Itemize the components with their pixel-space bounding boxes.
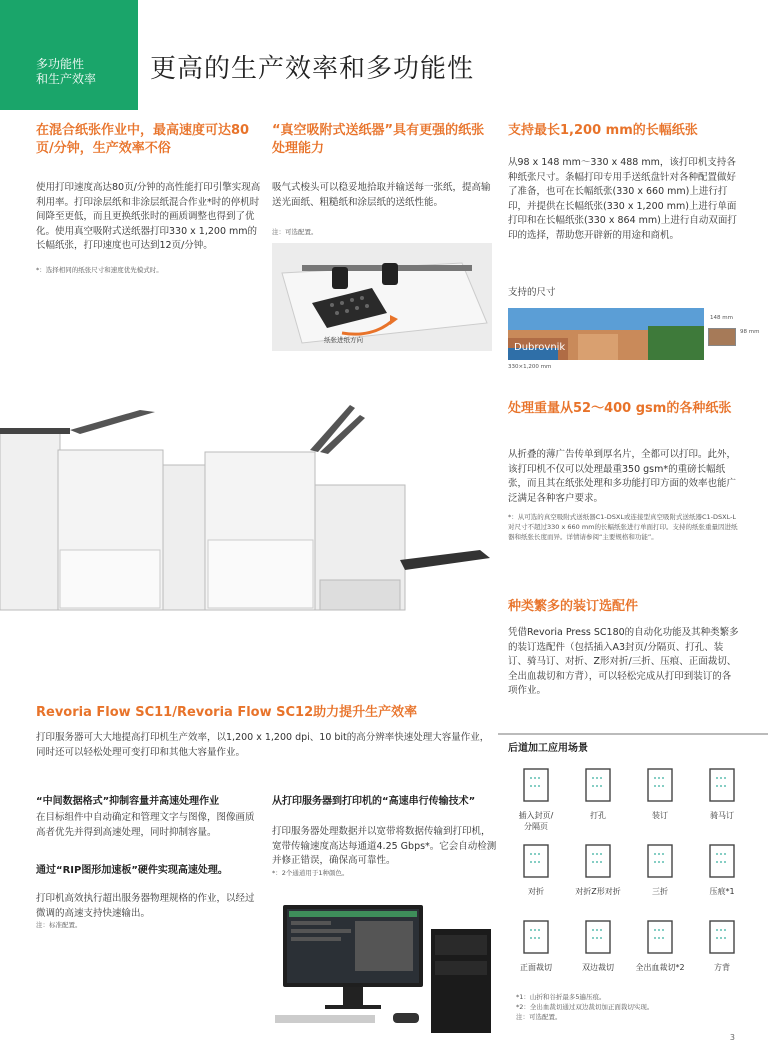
apps-item <box>570 766 626 821</box>
apps-item <box>508 842 564 897</box>
apps-item-label: 对折 <box>528 887 544 896</box>
col3-body: 从98 x 148 mm～330 x 488 mm，该打印机支持各种纸张尺寸。条幅打印专用手送纸盘针对各种配置做好了准备，也可在长幅纸张(330 x 660 mm)上进行打印，并提供在长幅纸张(330 x 1,200 mm)上进行单面打印和在长幅纸张(330 x 864 mm)上进行自动双面打印的选择，帮助您开辟新的用途和商机。 <box>508 157 737 241</box>
finishing-body: 凭借Revoria Press SC180的自动化功能及其种类繁多的装订选配件（包括插入A3封页/分隔页、打孔、装订、骑马订、对折、Z形对折/三折、压痕、正面裁切、全出血裁切和方背），可以轻松完成从打印到装订的各项作业。 <box>508 627 739 696</box>
sizes-label: 支持的尺寸 <box>508 287 556 298</box>
apps-item-label: 全出血裁切*2 <box>635 963 685 972</box>
col2-heading: “真空吸附式送纸器”具有更强的纸张处理能力 <box>272 123 485 156</box>
banner-sample-image <box>508 308 704 360</box>
insert-icon <box>518 766 554 806</box>
vacuum-feeder-image <box>272 243 492 351</box>
col1-body: 使用打印速度高达80页/分钟的高性能打印引擎实现高利用率。打印涂层纸和非涂层纸混合作业*时的停机时间降至更低，而且更换纸张时的画质调整也得到了优化。使用真空吸附式送纸器打印330 x 1,200 mm的长幅纸张，打印速度也可达到12页/分钟。 <box>36 182 261 251</box>
apps-item <box>632 842 688 897</box>
flow-s1-body: 在目标组件中自动确定和管理文字与图像，图像画质高者优先并得到高速处理，同时抑制容量。 <box>36 812 255 838</box>
flow-s2-body: 打印机高效执行超出服务器物理规格的作业，以经过微调的高速支持快速输出。 <box>36 893 255 919</box>
two-side-trim-icon <box>580 918 616 958</box>
apps-item <box>694 766 750 821</box>
bi-fold-icon <box>518 842 554 882</box>
apps-item <box>508 918 564 973</box>
tri-fold-icon <box>642 842 678 882</box>
punch-icon <box>580 766 616 806</box>
apps-item-label: 压痕*1 <box>709 887 735 896</box>
col3-heading: 支持最长1,200 mm的长幅纸张 <box>508 123 698 138</box>
apps-item <box>632 918 688 973</box>
apps-item-label: 骑马订 <box>710 811 734 820</box>
apps-divider <box>498 733 768 735</box>
apps-item-label: 装订 <box>652 811 668 820</box>
flow-s3-body: 打印服务器处理数据并以宽带将数据传输到打印机，宽带传输速度高达每通道4.25 Gbps*。它会自动检测并修正错误，确保高可靠性。 <box>272 826 497 866</box>
apps-item <box>508 766 564 832</box>
print-server-image <box>275 895 495 1035</box>
section-tab-line1: 多功能性 <box>36 57 85 71</box>
banner-size-label: 330×1,200 mm <box>508 364 552 370</box>
flow-s3-note: *：2个通道用于1种颜色。 <box>272 869 349 877</box>
crease-icon <box>704 842 740 882</box>
section-tab-line2: 和生产效率 <box>36 72 97 86</box>
col2-body: 吸气式梭头可以稳妥地拾取并输送每一张纸，提高输送光面纸、粗糙纸和涂层纸的送纸性能。 <box>272 182 491 208</box>
saddle-stitch-icon <box>704 766 740 806</box>
page-title: 更高的生产效率和多功能性 <box>150 54 475 84</box>
flow-s2-heading: 通过“RIP图形加速板”硬件实现高速处理。 <box>36 865 228 876</box>
apps-item <box>694 918 750 973</box>
full-bleed-trim-icon <box>642 918 678 958</box>
apps-item-label: 正面裁切 <box>520 963 552 972</box>
apps-item-label: 打孔 <box>590 811 606 820</box>
flow-s2-note: 注：标准配置。 <box>36 921 82 929</box>
weight-body: 从折叠的薄广告传单到厚名片，全都可以打印。此外，该打印机不仅可以处理最重350 gsm*的重磅长幅纸张，而且其在纸张处理和多功能打印方面的效率也能广泛满足各种客户要求。 <box>508 449 737 504</box>
col1-heading: 在混合纸张作业中，最高速度可达80页/分钟，生产效率不俗 <box>36 123 250 156</box>
section-tab <box>0 0 138 110</box>
postcard-height-label: 98 mm <box>740 329 760 335</box>
face-trim-icon <box>518 918 554 958</box>
flow-heading: Revoria Flow SC11/Revoria Flow SC12助力提升生产效率 <box>36 705 418 720</box>
postcard-sample-image <box>708 328 736 346</box>
flow-body: 打印服务器可大大地提高打印机生产效率，以1,200 x 1,200 dpi、10 bit的高分辨率快速处理大容量作业，同时还可以轻松处理可变打印和其他大容量作业。 <box>36 732 490 758</box>
finishing-heading: 种类繁多的装订选配件 <box>508 599 639 614</box>
apps-item-label: 方背 <box>714 963 730 972</box>
apps-item <box>632 766 688 821</box>
apps-item-label: 双边裁切 <box>582 963 614 972</box>
feed-direction-caption: 纸张进纸方向 <box>324 336 363 344</box>
flow-s1-heading: “中间数据格式”抑制容量并高速处理作业 <box>36 796 220 807</box>
apps-note2: *2：全出血裁切通过双边裁切加正面裁切实现。 <box>516 1003 654 1011</box>
weight-note: *：从可选的真空吸附式送纸器C1-DSXL或连接型真空吸附式送纸器C1-DSXL-L对尺寸不超过330 x 660 mm的长幅纸张进行单面打印。支持的纸张重量因进纸器和纸张长度而异。详情请参阅“主要规格和功能”。 <box>508 513 738 541</box>
col2-note: 注：可选配置。 <box>272 228 318 236</box>
apps-item <box>570 918 626 973</box>
printer-image <box>0 390 500 630</box>
weight-heading: 处理重量从52～400 gsm的各种纸张 <box>508 401 732 416</box>
apps-note1: *1：山折和谷折最多5遍压痕。 <box>516 993 606 1001</box>
apps-item-label: 三折 <box>652 887 668 896</box>
apps-note3: 注：可选配置。 <box>516 1013 562 1021</box>
banner-city-label: Dubrovnik <box>514 342 566 353</box>
flow-s3-heading: 从打印服务器到打印机的“高速串行传输技术” <box>272 796 476 807</box>
col1-note: *：选择相同的纸张尺寸和速度优先模式时。 <box>36 266 163 274</box>
page-number: 3 <box>729 1033 735 1042</box>
apps-grid <box>508 766 758 1002</box>
square-back-icon <box>704 918 740 958</box>
apps-title: 后道加工应用场景 <box>508 743 588 754</box>
apps-item <box>570 842 626 897</box>
apps-item-label: 对折Z形对折 <box>575 887 621 896</box>
apps-item <box>694 842 750 897</box>
z-fold-icon <box>580 842 616 882</box>
postcard-width-label: 148 mm <box>710 315 733 321</box>
apps-item-label: 插入封页/ 分隔页 <box>518 811 554 831</box>
staple-icon <box>642 766 678 806</box>
